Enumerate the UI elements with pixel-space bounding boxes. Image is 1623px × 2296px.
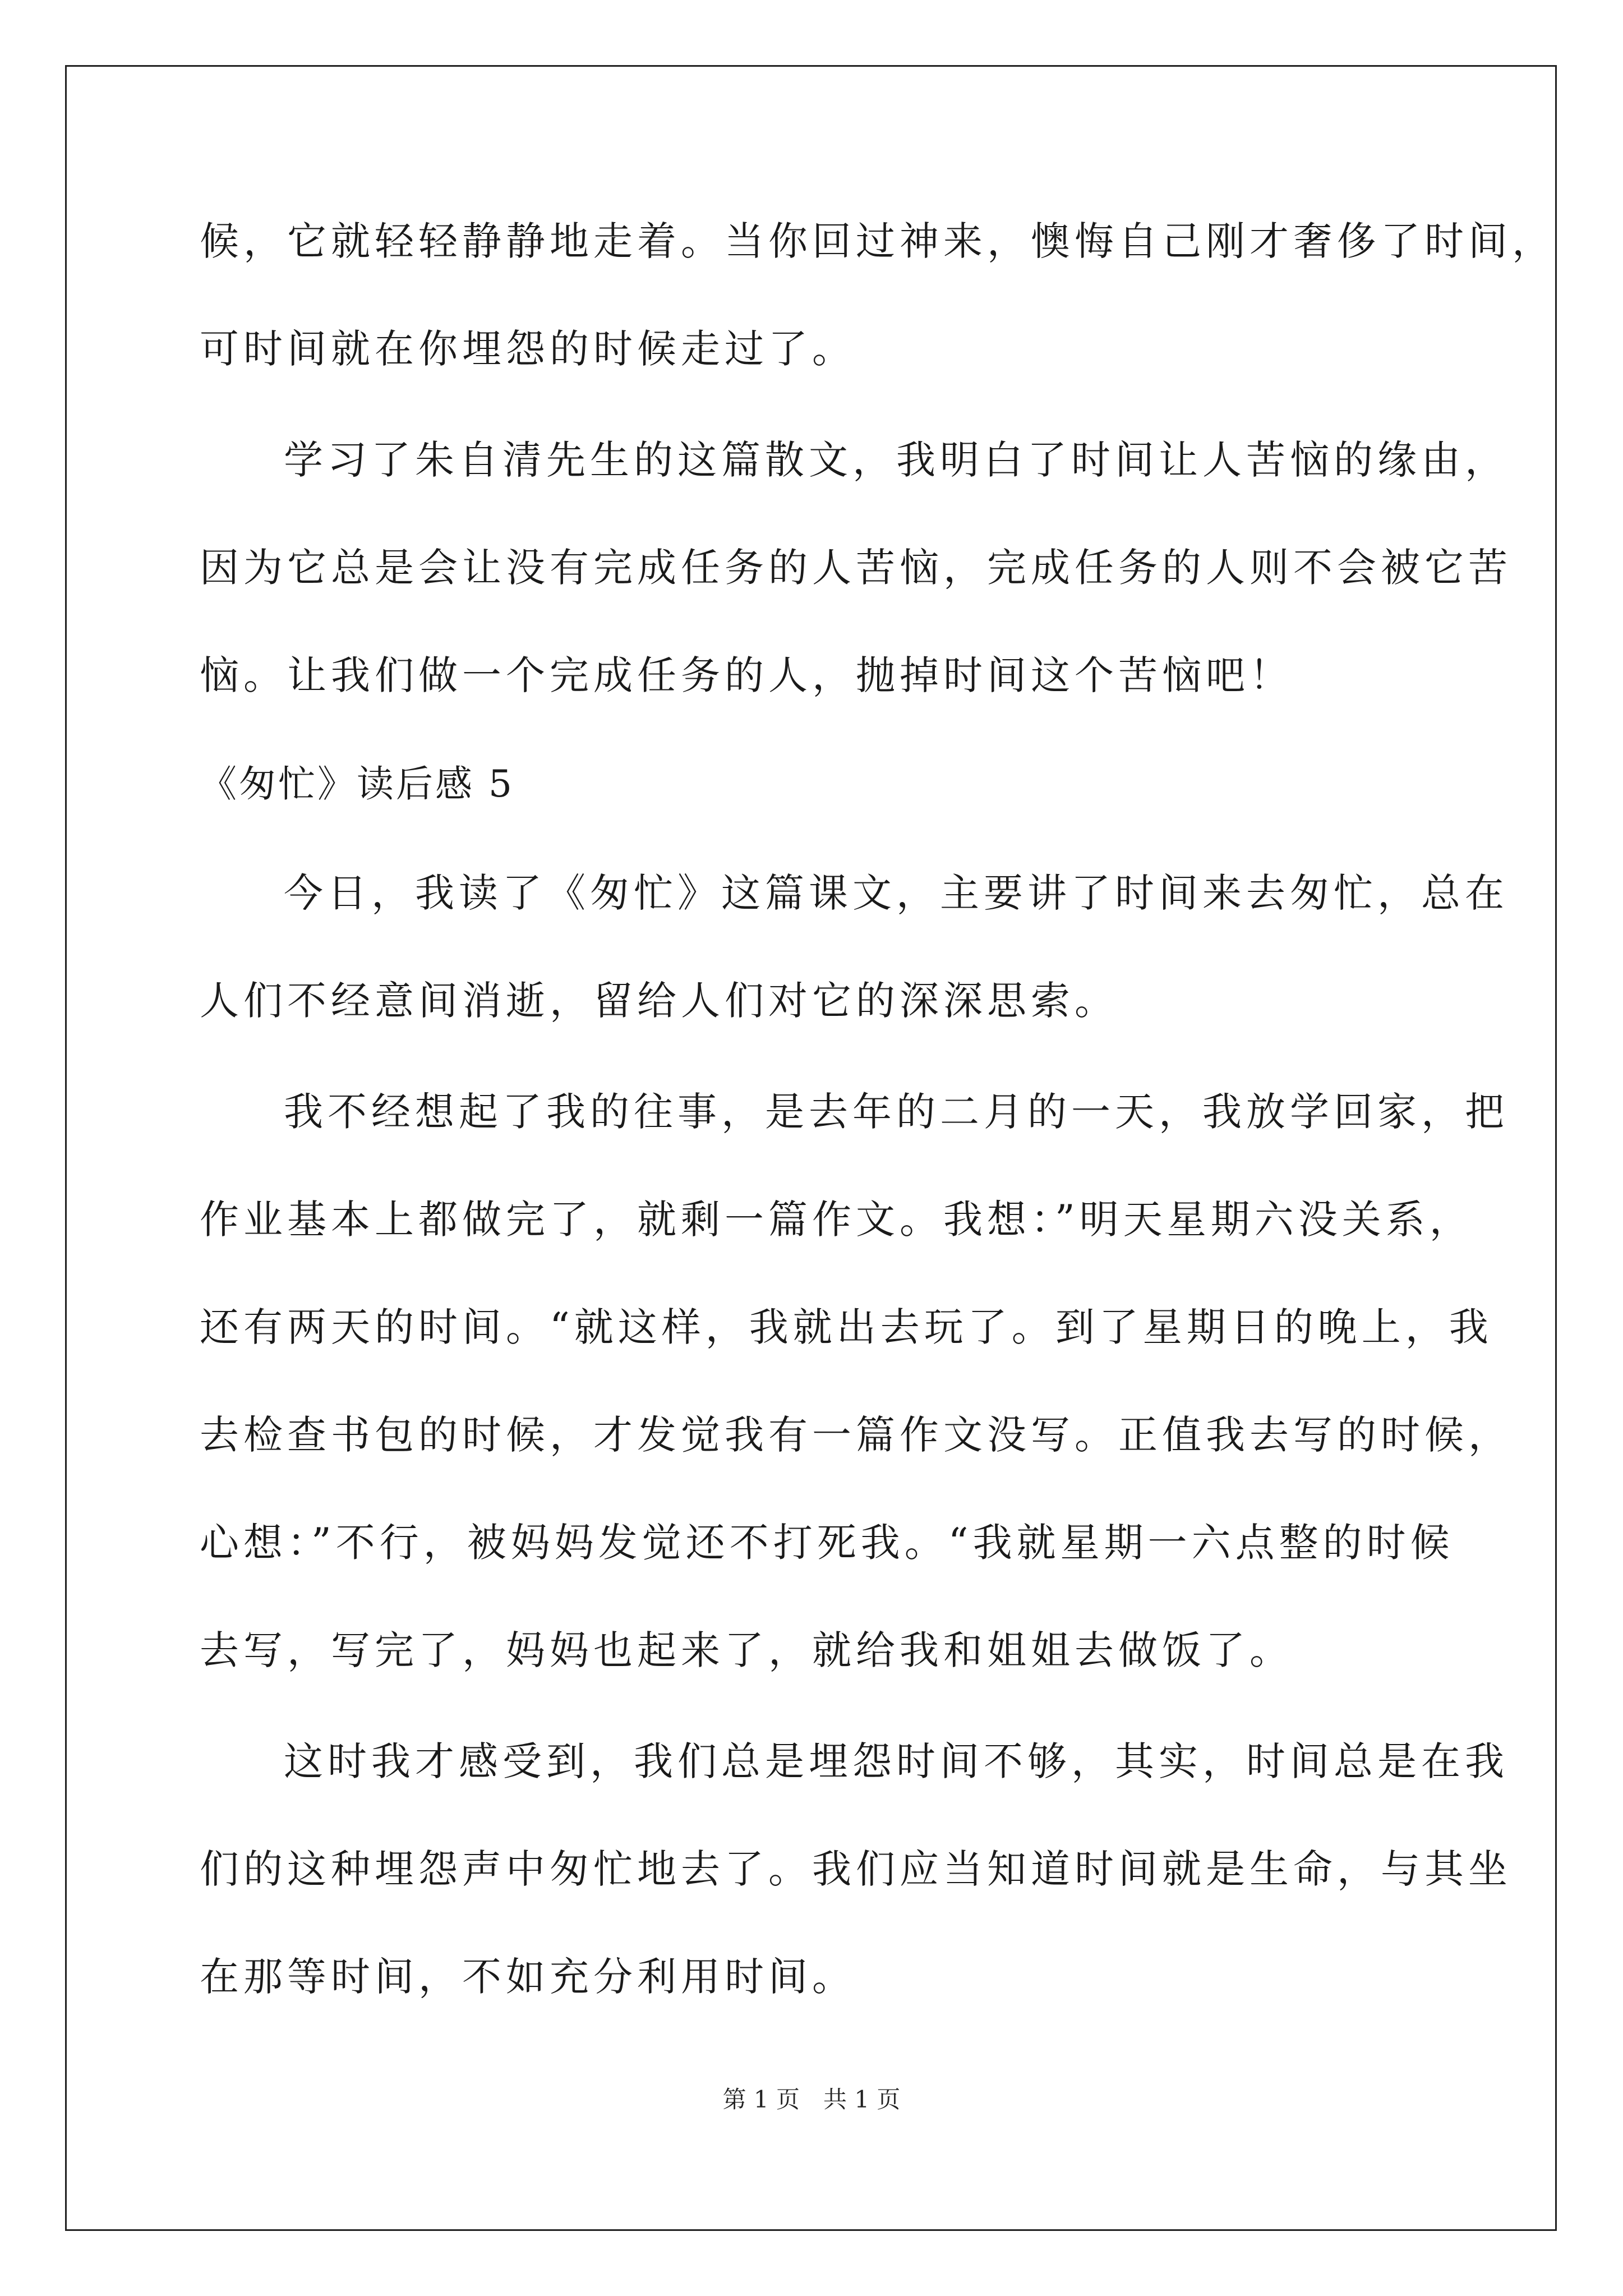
text-line: 心想：”不行，被妈妈发觉还不打死我。“我就星期一六点整的时候 <box>200 1520 1454 1566</box>
text-line: 候，它就轻轻静静地走着。当你回过神来，懊悔自己刚才奢侈了时间， <box>200 218 1556 264</box>
text-line: 去写，写完了，妈妈也起来了，就给我和姐姐去做饭了。 <box>200 1627 1293 1673</box>
page-number-footer: 第 1 页 共 1 页 <box>722 2086 901 2113</box>
text-line: 去检查书包的时候，才发觉我有一篇作文没写。正值我去写的时候， <box>200 1412 1512 1458</box>
text-line: 因为它总是会让没有完成任务的人苦恼，完成任务的人则不会被它苦 <box>200 545 1512 591</box>
text-line: 还有两天的时间。“就这样，我就出去玩了。到了星期日的晚上，我 <box>200 1304 1493 1350</box>
paragraph-first-line: 我不经想起了我的往事，是去年的二月的一天，我放学回家，把 <box>284 1089 1509 1135</box>
text-line: 在那等时间，不如充分利用时间。 <box>200 1954 856 2000</box>
text-line: 人们不经意间消逝，留给人们对它的深深思索。 <box>200 978 1118 1024</box>
paragraph-first-line: 这时我才感受到，我们总是埋怨时间不够，其实，时间总是在我 <box>284 1738 1509 1784</box>
text-line: 作业基本上都做完了，就剩一篇作文。我想：”明天星期六没关系， <box>200 1197 1473 1243</box>
paragraph-first-line: 今日，我读了《匆忙》这篇课文，主要讲了时间来去匆忙，总在 <box>284 870 1509 916</box>
text-line: 们的这种埋怨声中匆忙地去了。我们应当知道时间就是生命，与其坐 <box>200 1846 1512 1892</box>
section-heading: 《匆忙》读后感 5 <box>200 762 514 806</box>
text-line: 恼。让我们做一个完成任务的人，抛掉时间这个苦恼吧！ <box>200 652 1293 698</box>
page-border <box>65 65 1557 2231</box>
paragraph-first-line: 学习了朱自清先生的这篇散文，我明白了时间让人苦恼的缘由， <box>284 437 1509 483</box>
text-line: 可时间就在你埋怨的时候走过了。 <box>200 326 856 372</box>
